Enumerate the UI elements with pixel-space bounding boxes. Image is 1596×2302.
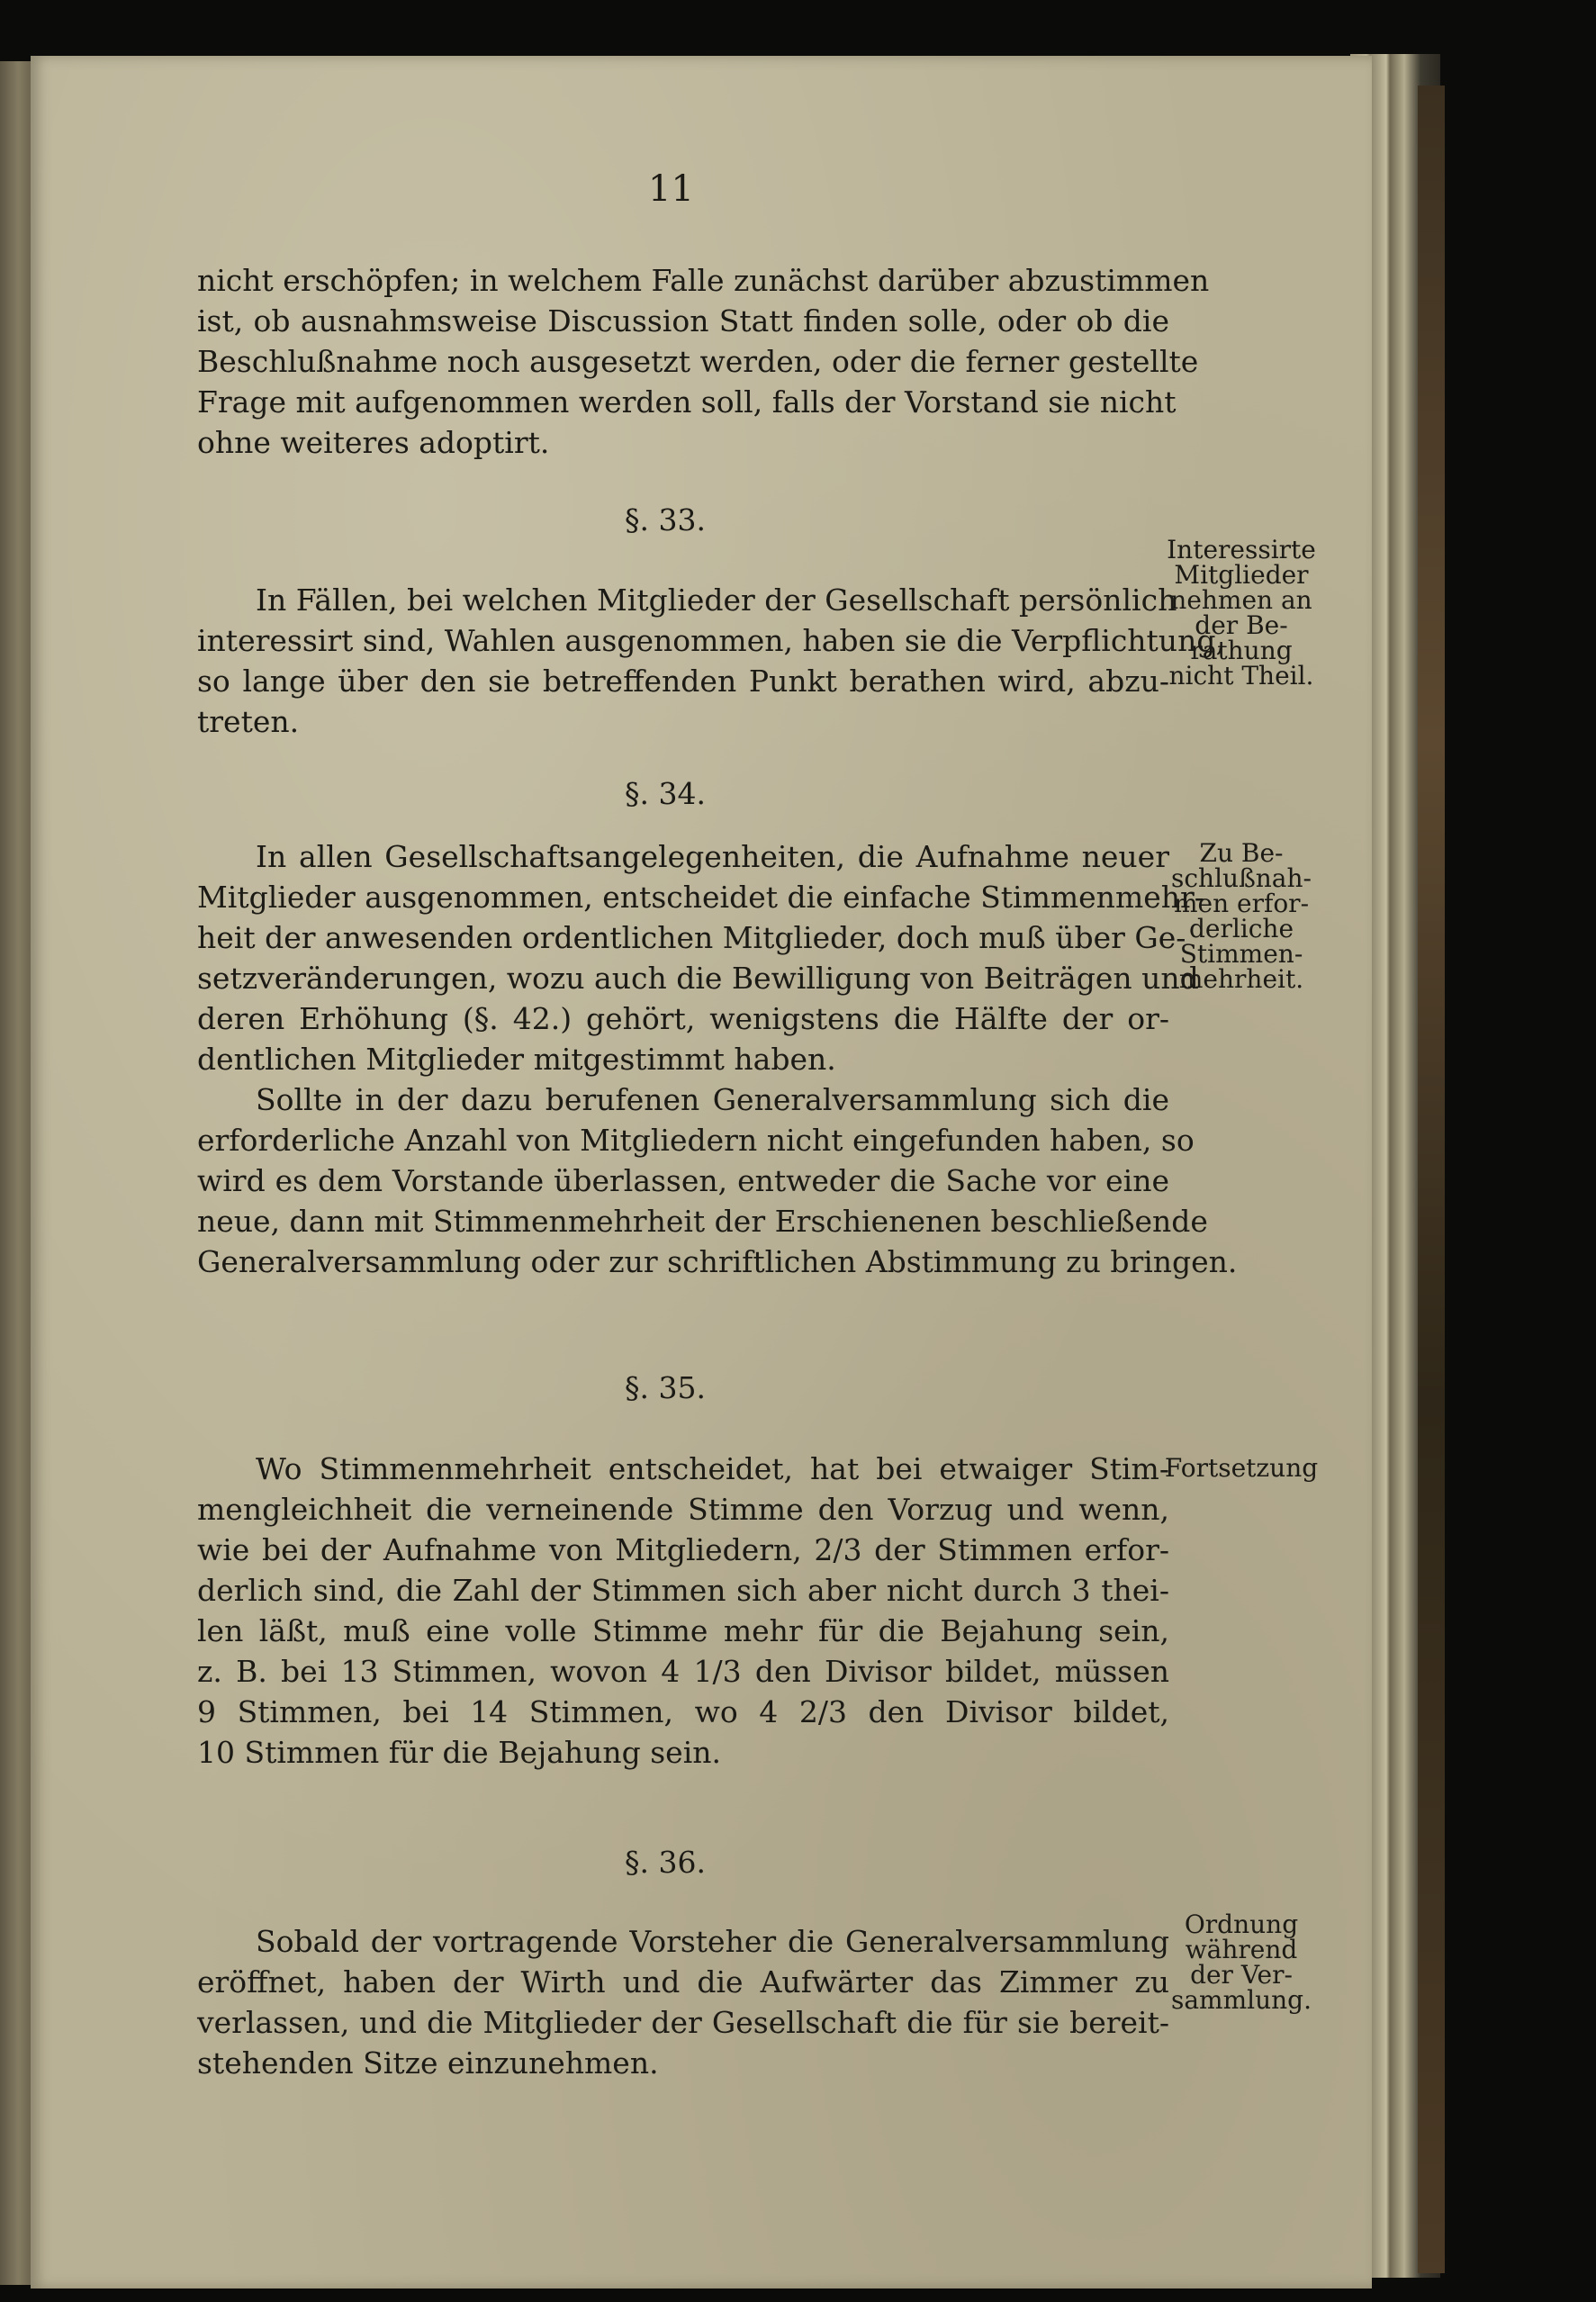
page-number: 11 xyxy=(648,168,694,210)
facing-page-edge xyxy=(0,61,31,2285)
text-line: In allen Gesellschaftsangelegenheiten, die Aufnahme neuer xyxy=(256,839,1169,874)
margin-note-line: nehmen an xyxy=(1170,585,1312,615)
book-page xyxy=(31,56,1372,2288)
text-line: derlich sind, die Zahl der Stimmen sich aber nicht durch 3 thei- xyxy=(197,1573,1169,1608)
text-line: stehenden Sitze einzunehmen. xyxy=(197,2045,659,2081)
text-line: dentlichen Mitglieder mitgestimmt haben. xyxy=(197,1042,836,1077)
text-line: eröffnet, haben der Wirth und die Aufwärter das Zimmer zu xyxy=(197,1964,1169,2000)
text-line: interessirt sind, Wahlen ausgenommen, haben sie die Verpflichtung, xyxy=(197,623,1225,658)
margin-note-line: Interessirte xyxy=(1167,535,1316,564)
margin-note-line: nicht Theil. xyxy=(1168,661,1314,691)
margin-note-line: Stimmen- xyxy=(1179,939,1303,969)
text-line: Beschlußnahme noch ausgesetzt werden, oder die ferner gestellte xyxy=(197,344,1199,379)
text-line: so lange über den sie betreffenden Punkt berathen wird, abzu- xyxy=(197,664,1169,699)
text-line: heit der anwesenden ordentlichen Mitglieder, doch muß über Ge- xyxy=(197,920,1186,955)
text-line: Sobald der vortragende Vorsteher die Generalversammlung xyxy=(256,1924,1169,1959)
text-line: Sollte in der dazu berufenen Generalversammlung sich die xyxy=(256,1082,1169,1117)
text-line: neue, dann mit Stimmenmehrheit der Erschienenen beschließende xyxy=(197,1204,1208,1239)
margin-note-line: sammlung. xyxy=(1170,1985,1312,2015)
text-line: erforderliche Anzahl von Mitgliedern nicht eingefunden haben, so xyxy=(197,1123,1195,1158)
margin-note-line: Zu Be- xyxy=(1199,838,1284,868)
text-line: Mitglieder ausgenommen, entscheidet die einfache Stimmenmehr- xyxy=(197,880,1204,915)
margin-note xyxy=(1156,1909,1327,2015)
section-heading: §. 33. xyxy=(625,502,706,537)
section-heading: §. 34. xyxy=(625,776,706,811)
margin-note-line: der Ver- xyxy=(1190,1960,1293,1990)
margin-note-line: schlußnah- xyxy=(1171,863,1312,893)
section-heading: §. 35. xyxy=(625,1370,706,1405)
margin-note-line: Mitglieder xyxy=(1174,560,1309,590)
text-line: mengleichheit die verneinende Stimme den Vorzug und wenn, xyxy=(197,1492,1169,1527)
text-line: In Fällen, bei welchen Mitglieder der Gesellschaft persönlich xyxy=(256,582,1177,618)
margin-note xyxy=(1156,1453,1327,1483)
text-line: wie bei der Aufnahme von Mitgliedern, 2/3 der Stimmen erfor- xyxy=(197,1532,1169,1567)
margin-note-line: mehrheit. xyxy=(1178,964,1304,994)
text-line: 10 Stimmen für die Bejahung sein. xyxy=(197,1735,722,1770)
text-line: wird es dem Vorstande überlassen, entweder die Sache vor eine xyxy=(197,1163,1169,1198)
margin-note xyxy=(1156,838,1327,994)
text-line: nicht erschöpfen; in welchem Falle zunächst darüber abzustimmen xyxy=(197,263,1210,298)
margin-note-line: während xyxy=(1185,1935,1298,1964)
text-line: z. B. bei 13 Stimmen, wovon 4 1/3 den Divisor bildet, müssen xyxy=(197,1654,1169,1689)
text-line: deren Erhöhung (§. 42.) gehört, wenigstens die Hälfte der or- xyxy=(197,1001,1169,1036)
margin-note-line: Fortsetzung xyxy=(1164,1453,1319,1483)
text-line: Generalversammlung oder zur schriftlichen Abstimmung zu bringen. xyxy=(197,1244,1238,1279)
margin-note-line: derliche xyxy=(1188,914,1294,943)
text-line: verlassen, und die Mitglieder der Gesellschaft die für sie bereit- xyxy=(197,2005,1169,2040)
section-heading: §. 36. xyxy=(625,1845,706,1880)
text-line: Frage mit aufgenommen werden soll, falls der Vorstand sie nicht xyxy=(197,384,1177,420)
text-line: len läßt, muß eine volle Stimme mehr für die Bejahung sein, xyxy=(197,1613,1169,1648)
margin-note-line: der Be- xyxy=(1195,610,1288,640)
text-line: ohne weiteres adoptirt. xyxy=(197,425,550,460)
text-line: treten. xyxy=(197,704,300,739)
margin-note-line: men erfor- xyxy=(1173,889,1310,918)
text-line: Wo Stimmenmehrheit entscheidet, hat bei etwaiger Stim- xyxy=(256,1451,1169,1486)
margin-note-line: Ordnung xyxy=(1184,1909,1299,1939)
text-line: setzveränderungen, wozu auch die Bewilligung von Beiträgen und xyxy=(197,961,1199,996)
text-line: 9 Stimmen, bei 14 Stimmen, wo 4 2/3 den Divisor bildet, xyxy=(197,1694,1169,1729)
text-line: ist, ob ausnahmsweise Discussion Statt finden solle, oder ob die xyxy=(197,303,1169,339)
margin-note xyxy=(1156,537,1327,689)
book-cover-edge xyxy=(1418,86,1445,2273)
margin-note-line: rathung xyxy=(1190,636,1293,665)
